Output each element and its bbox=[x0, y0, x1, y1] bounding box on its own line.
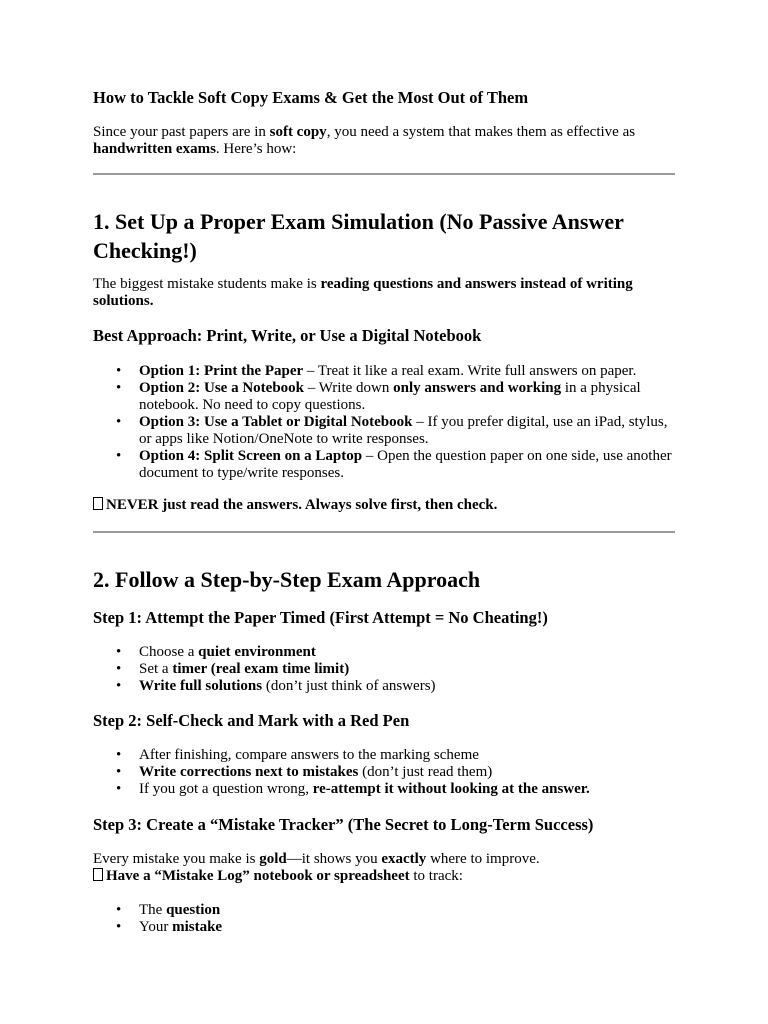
list-item: • Option 4: Split Screen on a Laptop – Open the question paper on one side, use another document to type/write responses. bbox=[116, 448, 672, 481]
list-item: • Your mistake bbox=[116, 919, 223, 935]
step-2-list bbox=[93, 747, 683, 798]
list-item: • Write corrections next to mistakes (don’t just read them) bbox=[116, 764, 493, 780]
list-item: • If you got a question wrong, re-attempt it without looking at the answer. bbox=[116, 781, 590, 797]
warning-line: NEVER just read the answers. Always solve first, then check. bbox=[93, 497, 683, 514]
section-1-heading: 1. Set Up a Proper Exam Simulation (No Passive Answer Checking!) bbox=[93, 209, 624, 263]
missing-glyph-box-icon bbox=[93, 868, 103, 881]
list-item: • Write full solutions (don’t just think of answers) bbox=[116, 678, 436, 694]
section-divider bbox=[93, 173, 675, 175]
missing-glyph-box-icon bbox=[93, 497, 103, 510]
intro-paragraph: Since your past papers are in soft copy, you need a system that makes them as effective as handwritten exams. Here’s how: bbox=[93, 124, 636, 157]
document-title: How to Tackle Soft Copy Exams & Get the Most Out of Them bbox=[93, 88, 529, 107]
step-2-heading: Step 2: Self-Check and Mark with a Red Pen bbox=[93, 711, 410, 730]
section-divider bbox=[93, 531, 675, 533]
list-item: • Set a timer (real exam time limit) bbox=[116, 661, 350, 677]
list-item: • The question bbox=[116, 902, 221, 918]
section-2-heading: 2. Follow a Step-by-Step Exam Approach bbox=[93, 567, 481, 592]
list-item: • Option 1: Print the Paper – Treat it like a real exam. Write full answers on paper. bbox=[116, 363, 637, 379]
step-3-paragraph: Every mistake you make is gold—it shows you exactly where to improve. bbox=[93, 851, 540, 867]
step-1-heading: Step 1: Attempt the Paper Timed (First Attempt = No Cheating!) bbox=[93, 608, 548, 627]
options-list bbox=[93, 363, 683, 482]
step-3-heading: Step 3: Create a “Mistake Tracker” (The Secret to Long-Term Success) bbox=[93, 815, 594, 834]
list-item: • Option 2: Use a Notebook – Write down only answers and working in a physical notebook. No need to copy questions. bbox=[116, 380, 641, 413]
mistake-log-line: Have a “Mistake Log” notebook or spreadsheet to track: bbox=[93, 868, 683, 885]
best-approach-heading: Best Approach: Print, Write, or Use a Digital Notebook bbox=[93, 326, 482, 345]
step-1-list bbox=[93, 644, 683, 695]
mistake-tracker-list bbox=[93, 902, 683, 936]
list-item: • Choose a quiet environment bbox=[116, 644, 316, 660]
list-item: • After finishing, compare answers to the marking scheme bbox=[116, 747, 479, 763]
list-item: • Option 3: Use a Tablet or Digital Notebook – If you prefer digital, use an iPad, stylus, or apps like Notion/OneNote to write responses. bbox=[116, 414, 668, 447]
section-1-paragraph: The biggest mistake students make is reading questions and answers instead of writing solutions. bbox=[93, 276, 633, 309]
